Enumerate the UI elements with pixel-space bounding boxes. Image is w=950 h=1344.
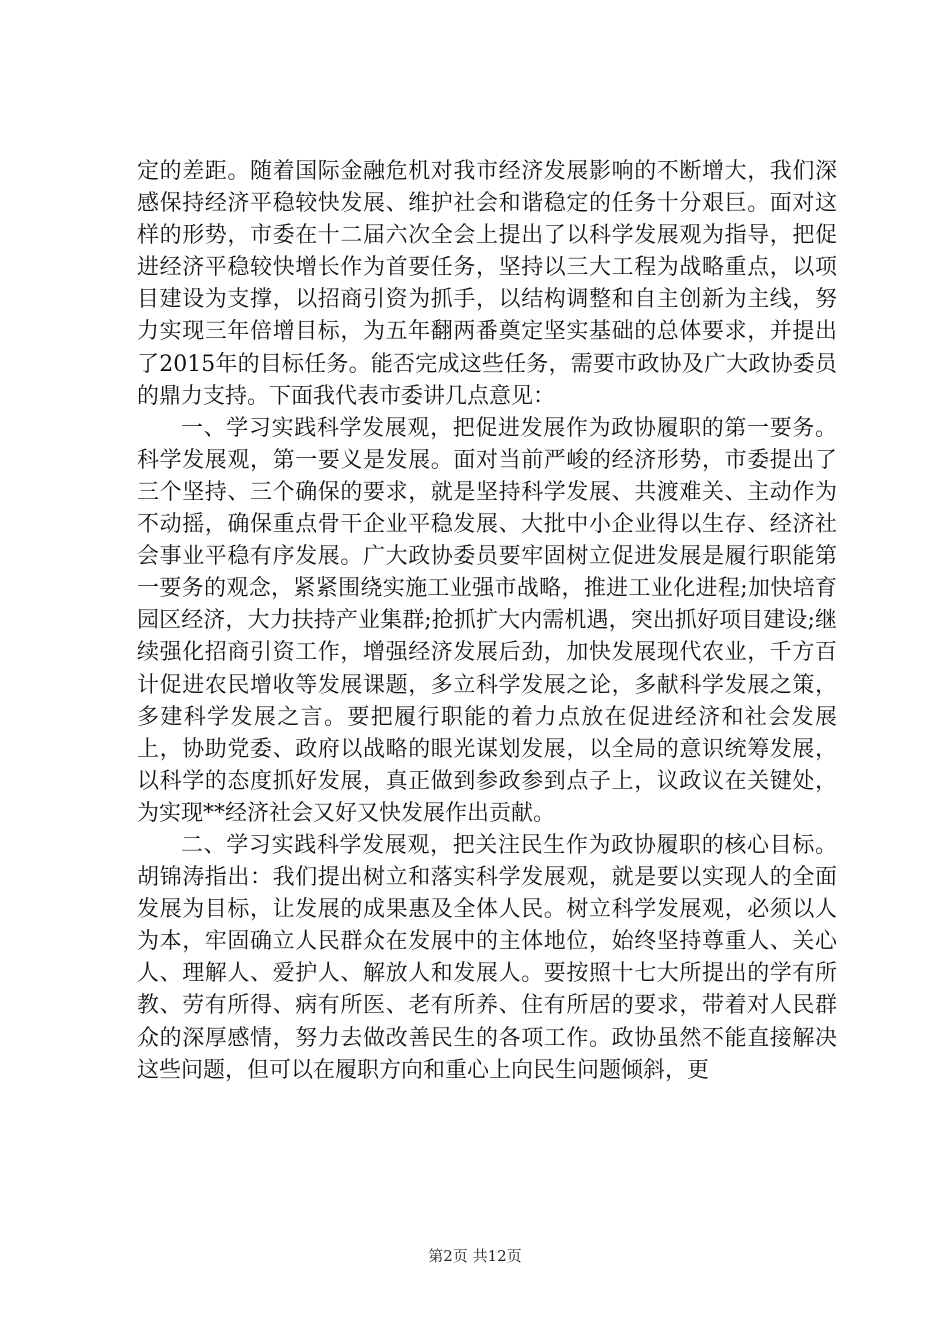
document-body	[137, 156, 837, 1087]
paragraph-section-two: 二、学习实践科学发展观，把关注民生作为政协履职的核心目标。胡锦涛指出：我们提出树立和落实科学发展观，就是要以实现人的全面发展为目标，让发展的成果惠及全体人民。树立科学发展观，必须以人为本，牢固确立人民群众在发展中的主体地位，始终坚持尊重人、关心人、理解人、爱护人、解放人和发展人。要按照十七大所提出的学有所教、劳有所得、病有所医、老有所养、住有所居的要求，带着对人民群众的深厚感情，努力去做改善民生的各项工作。政协虽然不能直接解决这些问题，但可以在履职方向和重心上向民生问题倾斜，更	[137, 832, 837, 1083]
paragraph-section-one: 一、学习实践科学发展观，把促进发展作为政协履职的第一要务。科学发展观，第一要义是发展。面对当前严峻的经济形势，市委提出了三个坚持、三个确保的要求，就是坚持科学发展、共渡难关、主动作为不动摇，确保重点骨干企业平稳发展、大批中小企业得以生存、经济社会事业平稳有序发展。广大政协委员要牢固树立促进发展是履行职能第一要务的观念，紧紧围绕实施工业强市战略，推进工业化进程;加快培育园区经济，大力扶持产业集群;抢抓扩大内需机遇，突出抓好项目建设;继续强化招商引资工作，增强经济发展后劲，加快发展现代农业，千方百计促进农民增收等发展课题，多立科学发展之论，多献科学发展之策，多建科学发展之言。要把履行职能的着力点放在促进经济和社会发展上，协助党委、政府以战略的眼光谋划发展，以全局的意识统筹发展，以科学的态度抓好发展，真正做到参政参到点子上，议政议在关键处，为实现**经济社会又好又快发展作出贡献。	[137, 415, 837, 826]
paragraph-continuation: 定的差距。随着国际金融危机对我市经济发展影响的不断增大，我们深感保持经济平稳较快发展、维护社会和谐稳定的任务十分艰巨。面对这样的形势，市委在十二届六次全会上提出了以科学发展观为指导，把促进经济平稳较快增长作为首要任务，坚持以三大工程为战略重点，以项目建设为支撑，以招商引资为抓手，以结构调整和自主创新为主线，努力实现三年倍增目标，为五年翻两番奠定坚实基础的总体要求，并提出了2015年的目标任务。能否完成这些任务，需要市政协及广大政协委员的鼎力支持。下面我代表市委讲几点意见：	[137, 159, 837, 409]
page-number-footer: 第2页 共12页	[428, 1247, 522, 1265]
